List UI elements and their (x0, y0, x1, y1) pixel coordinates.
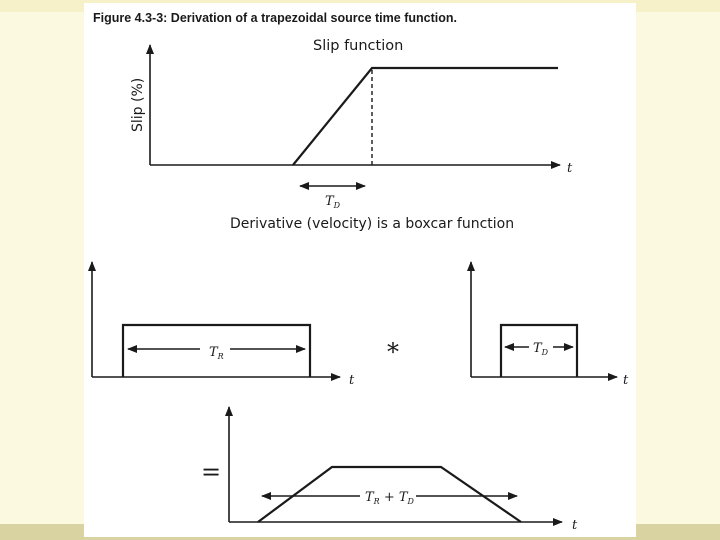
slip-time-label: t (567, 161, 573, 176)
td-label: TD (325, 194, 341, 210)
boxcar-tr-time-label: t (349, 373, 355, 388)
td-box-label: TD (533, 341, 549, 357)
slip-title: Slip function (313, 38, 404, 54)
tr-label: TR (209, 345, 224, 361)
slip-ramp-curve (293, 68, 558, 165)
slip-ylabel: Slip (%) (130, 77, 146, 132)
sum-label: TR + TD (365, 490, 414, 506)
figure-caption: Figure 4.3-3: Derivation of a trapezoidal source time function. (93, 11, 457, 25)
trapezoid-time-label: t (572, 518, 578, 533)
convolution-symbol: * (387, 338, 399, 366)
equals-symbol: = (201, 458, 222, 486)
boxcar-td-time-label: t (623, 373, 629, 388)
boxcar-caption: Derivative (velocity) is a boxcar function (230, 216, 515, 232)
